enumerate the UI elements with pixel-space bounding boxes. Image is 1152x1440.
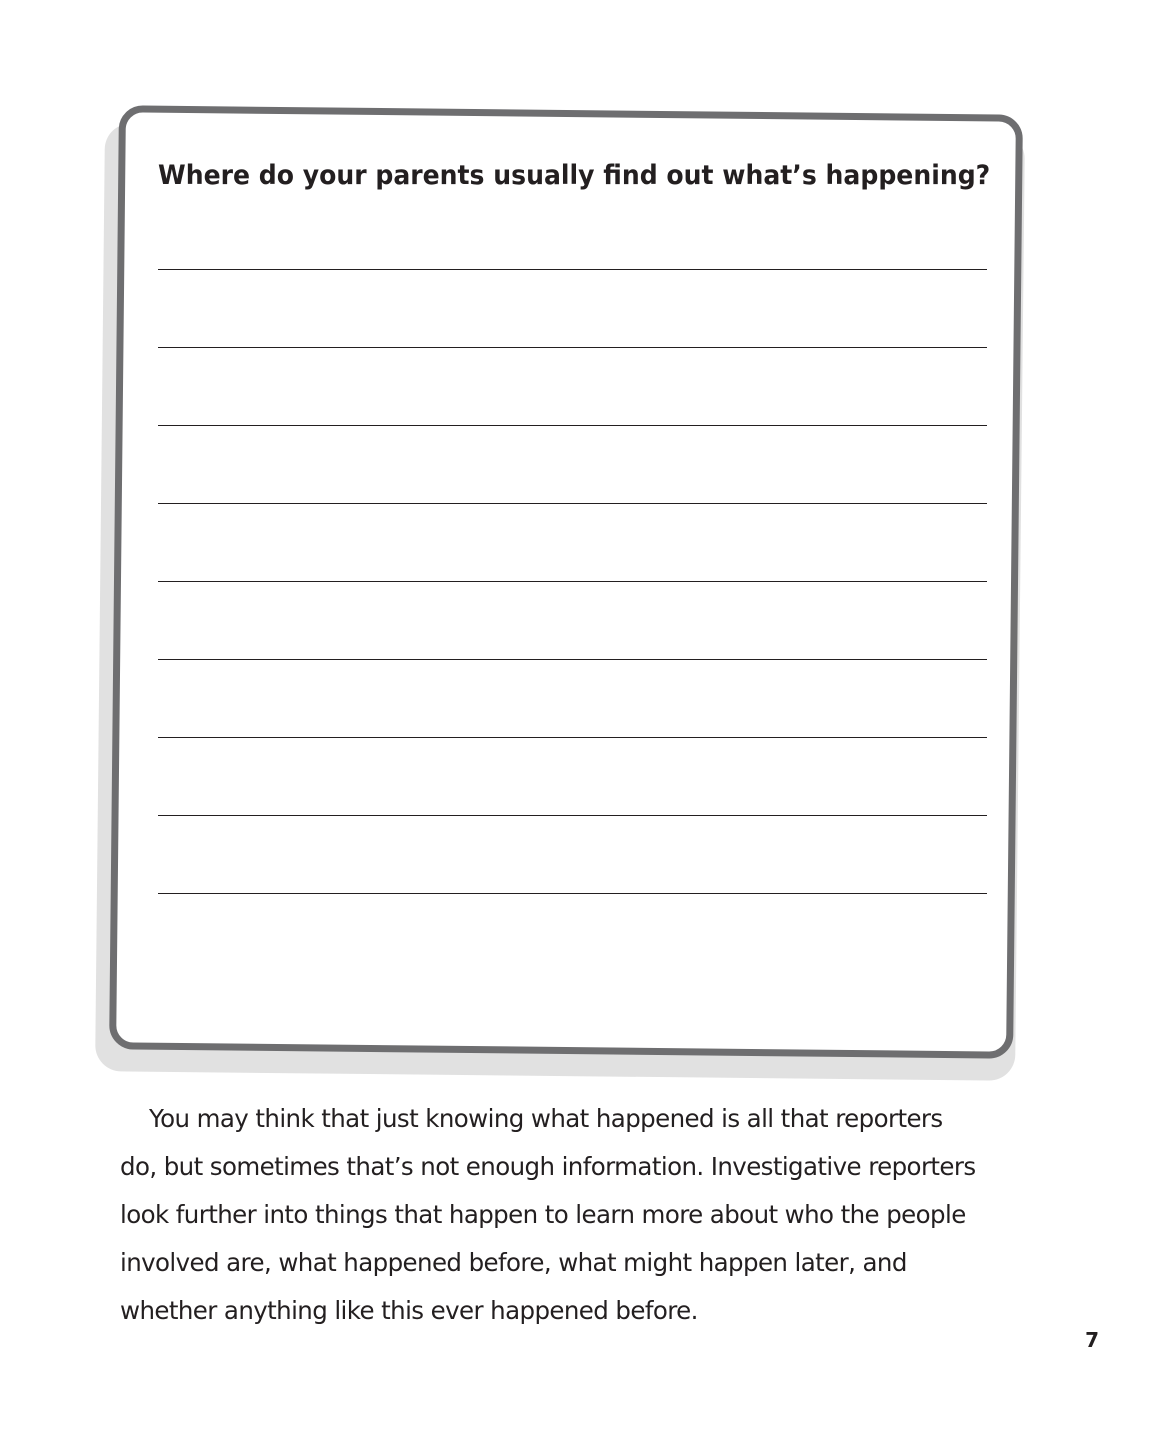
paragraph-line-3: look further into things that happen to learn more about who the people — [120, 1200, 966, 1229]
answer-line-7[interactable] — [158, 737, 987, 815]
worksheet-question: Where do your parents usually find out what’s happening? — [158, 160, 991, 191]
answer-line-4[interactable] — [158, 503, 987, 581]
paragraph-line-1: You may think that just knowing what happened is all that reporters — [149, 1104, 943, 1133]
paragraph-line-5: whether anything like this ever happened before. — [120, 1296, 698, 1325]
answer-line-6[interactable] — [158, 659, 987, 737]
paragraph-line-2: do, but sometimes that’s not enough information. Investigative reporters — [120, 1152, 976, 1181]
body-paragraph — [120, 1095, 1030, 1335]
answer-lines — [158, 269, 987, 971]
paragraph-line-4: involved are, what happened before, what might happen later, and — [120, 1248, 907, 1277]
answer-line-2[interactable] — [158, 347, 987, 425]
answer-line-8[interactable] — [158, 815, 987, 893]
answer-line-5[interactable] — [158, 581, 987, 659]
answer-line-9[interactable] — [158, 893, 987, 971]
page-number: 7 — [1085, 1328, 1099, 1352]
answer-line-3[interactable] — [158, 425, 987, 503]
answer-line-1[interactable] — [158, 269, 987, 347]
